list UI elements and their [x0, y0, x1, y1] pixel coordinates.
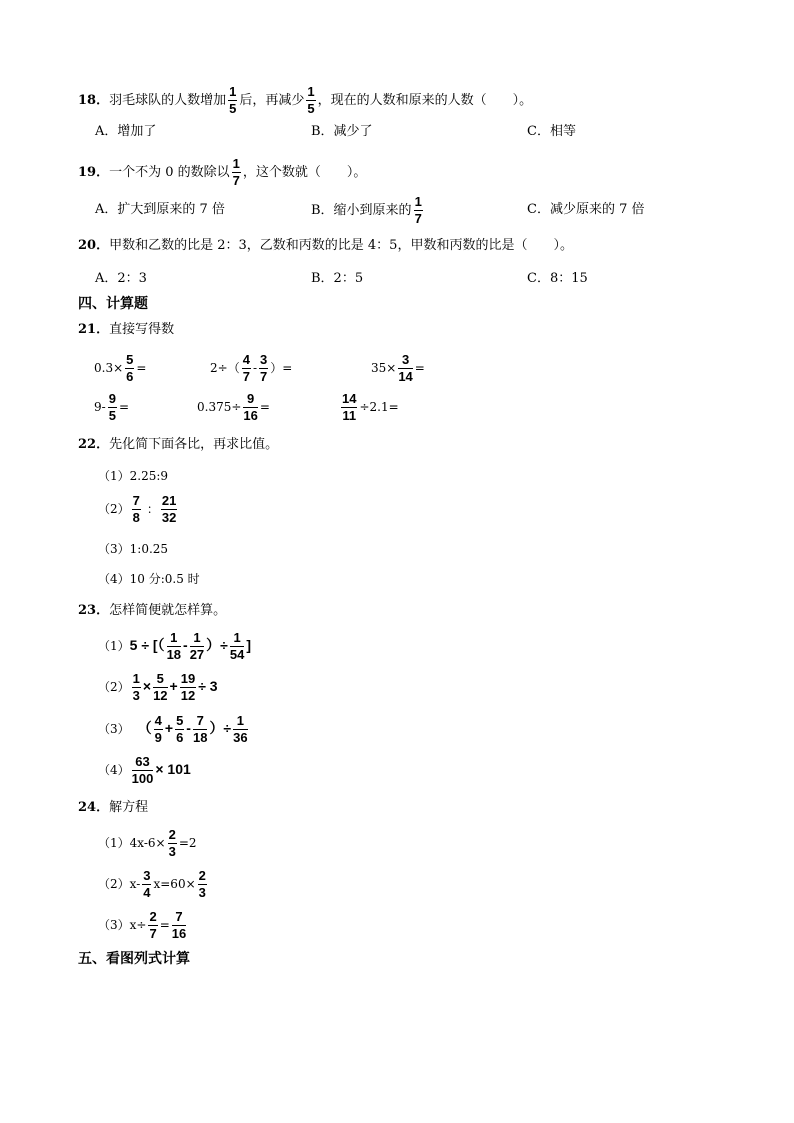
question-text: 解方程: [109, 800, 149, 815]
sub-item: （1）4x-6× $\frac{2}{3}$ =2: [98, 827, 197, 859]
question-18: [78, 85, 532, 116]
fraction: $\frac{1}{5}$: [307, 84, 315, 116]
question-text: 后，再减少: [239, 93, 305, 108]
sub-item: （2） $\frac{1}{3}$ × $\frac{5}{12}$ + $\frac{19}{12}$ ÷ 3: [98, 671, 218, 703]
question-text: 怎样简便就怎样算。: [109, 603, 227, 618]
sub-item: （2）x- $\frac{3}{4}$ x=60× $\frac{2}{3}$: [98, 868, 206, 900]
option-b[interactable]: [311, 195, 425, 226]
option-text: B．缩小到原来的: [311, 203, 412, 218]
option-a[interactable]: A．扩大到原来的 7 倍: [95, 202, 225, 217]
question-number: 24．: [78, 800, 110, 815]
question-number: 22．: [78, 437, 110, 452]
expression: 0.375÷ $\frac{9}{16}$ =: [197, 391, 270, 423]
expression: 2÷（ $\frac{4}{7}$ - $\frac{3}{7}$ ）=: [210, 352, 293, 384]
option-c[interactable]: C．8：15: [527, 271, 588, 286]
section-title: 五、看图列式计算: [78, 951, 190, 967]
sub-item: （2） $\frac{7}{8}$ ： $\frac{21}{32}$: [98, 493, 177, 525]
sub-item: （4）10 分:0.5 时: [98, 572, 200, 586]
question-text: 甲数和乙数的比是 2：3，乙数和丙数的比是 4：5，甲数和丙数的比是（ ）。: [109, 238, 573, 253]
question-number: 18．: [78, 93, 110, 108]
question-21: [78, 321, 174, 339]
question-text: 羽毛球队的人数增加: [109, 93, 227, 108]
sub-item: （3） （ $\frac{4}{9}$ + $\frac{5}{6}$ - $\frac{7}{18}$ ）÷ $\frac{1}{36}$: [98, 713, 248, 745]
sub-item: （3）1:0.25: [98, 542, 169, 556]
expression: 9- $\frac{9}{5}$ =: [94, 391, 129, 423]
question-number: 21．: [78, 322, 110, 337]
option-a[interactable]: A．增加了: [95, 124, 157, 139]
question-text: ，这个数就（ ）。: [242, 165, 367, 180]
question-23: [78, 602, 226, 620]
option-c[interactable]: C．减少原来的 7 倍: [527, 202, 645, 217]
sub-item: （1）2.25:9: [98, 469, 169, 483]
sub-item: （3）x÷ $\frac{2}{7}$ = $\frac{7}{16}$: [98, 909, 187, 941]
question-number: 19．: [78, 165, 110, 180]
sub-item: （1）5 ÷ [（ $\frac{1}{18}$ - $\frac{1}{27}$ ）÷ $\frac{1}{54}$ ]: [98, 630, 251, 662]
option-b[interactable]: B．2：5: [311, 271, 364, 286]
question-text: 直接写得数: [109, 322, 175, 337]
question-24: [78, 799, 148, 817]
question-text: ，现在的人数和原来的人数（ ）。: [317, 93, 533, 108]
fraction: $\frac{1}{5}$: [229, 84, 237, 116]
fraction: $\frac{1}{7}$: [232, 156, 240, 188]
expression: 0.3× $\frac{5}{6}$ =: [94, 352, 147, 384]
question-22: [78, 436, 278, 454]
question-text: 一个不为 0 的数除以: [109, 165, 230, 180]
question-text: 先化简下面各比，再求比值。: [109, 437, 279, 452]
fraction: $\frac{1}{7}$: [414, 194, 422, 226]
expression: 35× $\frac{3}{14}$ =: [371, 352, 425, 384]
question-19: [78, 157, 366, 188]
question-20: [78, 237, 573, 255]
sub-item: （4） $\frac{63}{100}$ × 101: [98, 754, 191, 786]
option-b[interactable]: B．减少了: [311, 124, 373, 139]
question-number: 23．: [78, 603, 110, 618]
section-title: 四、计算题: [78, 296, 148, 312]
expression: $\frac{14}{11}$ ÷2.1=: [342, 391, 399, 423]
option-c[interactable]: C．相等: [527, 124, 576, 139]
option-a[interactable]: A．2：3: [95, 271, 147, 286]
question-number: 20．: [78, 238, 110, 253]
